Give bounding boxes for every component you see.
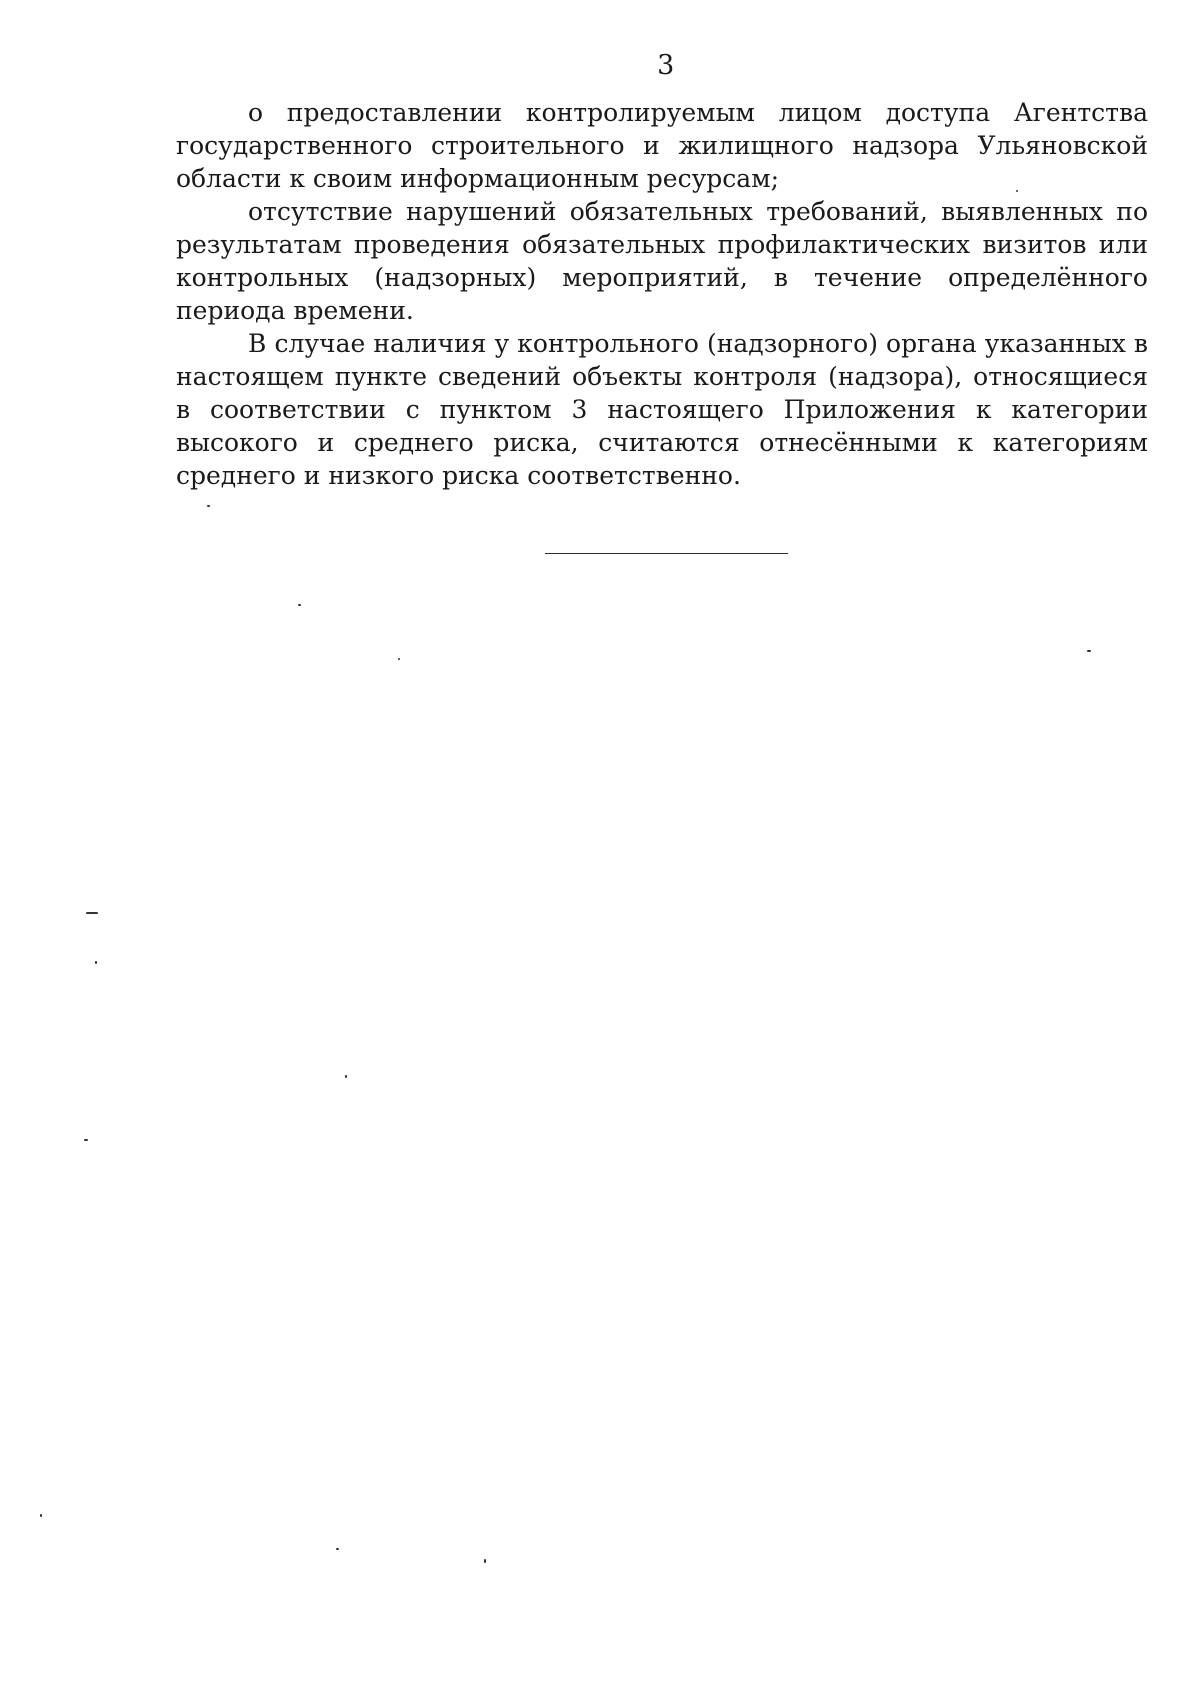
- scan-speck: [1016, 190, 1018, 192]
- paragraph-risk-category: В случае наличия у контрольного (надзорного) органа указанных в настоящем пункте сведений объекты контроля (надзора), относящиеся в соответствии с пунктом 3 настоящего Приложения к категории высокого и среднего риска, считаются отнесёнными к категориям среднего и низкого риска соответственно.: [176, 329, 1148, 490]
- scan-speck: [298, 604, 301, 606]
- page-number: 3: [657, 50, 675, 81]
- paragraph-no-violations: отсутствие нарушений обязательных требований, выявленных по результатам проведения обязательных профилактических визитов или контрольных (надзорных) мероприятий, в течение определённого периода времени.: [176, 197, 1148, 325]
- scan-speck: [484, 1559, 486, 1563]
- scan-speck: [1087, 650, 1091, 652]
- scan-speck: [336, 1548, 339, 1550]
- scan-speck: [84, 1139, 88, 1141]
- scan-speck: [95, 961, 97, 964]
- scan-speck: [398, 658, 400, 660]
- end-divider-line: [545, 553, 788, 554]
- document-body: [176, 96, 1148, 492]
- scan-speck: [86, 912, 98, 914]
- scan-speck: [207, 505, 210, 507]
- paragraph-access: о предоставлении контролируемым лицом доступа Агентства государственного строительного и жилищного надзора Ульяновской области к своим информационным ресурсам;: [176, 98, 1148, 193]
- scan-speck: [345, 1075, 347, 1078]
- scan-speck: [40, 1514, 42, 1517]
